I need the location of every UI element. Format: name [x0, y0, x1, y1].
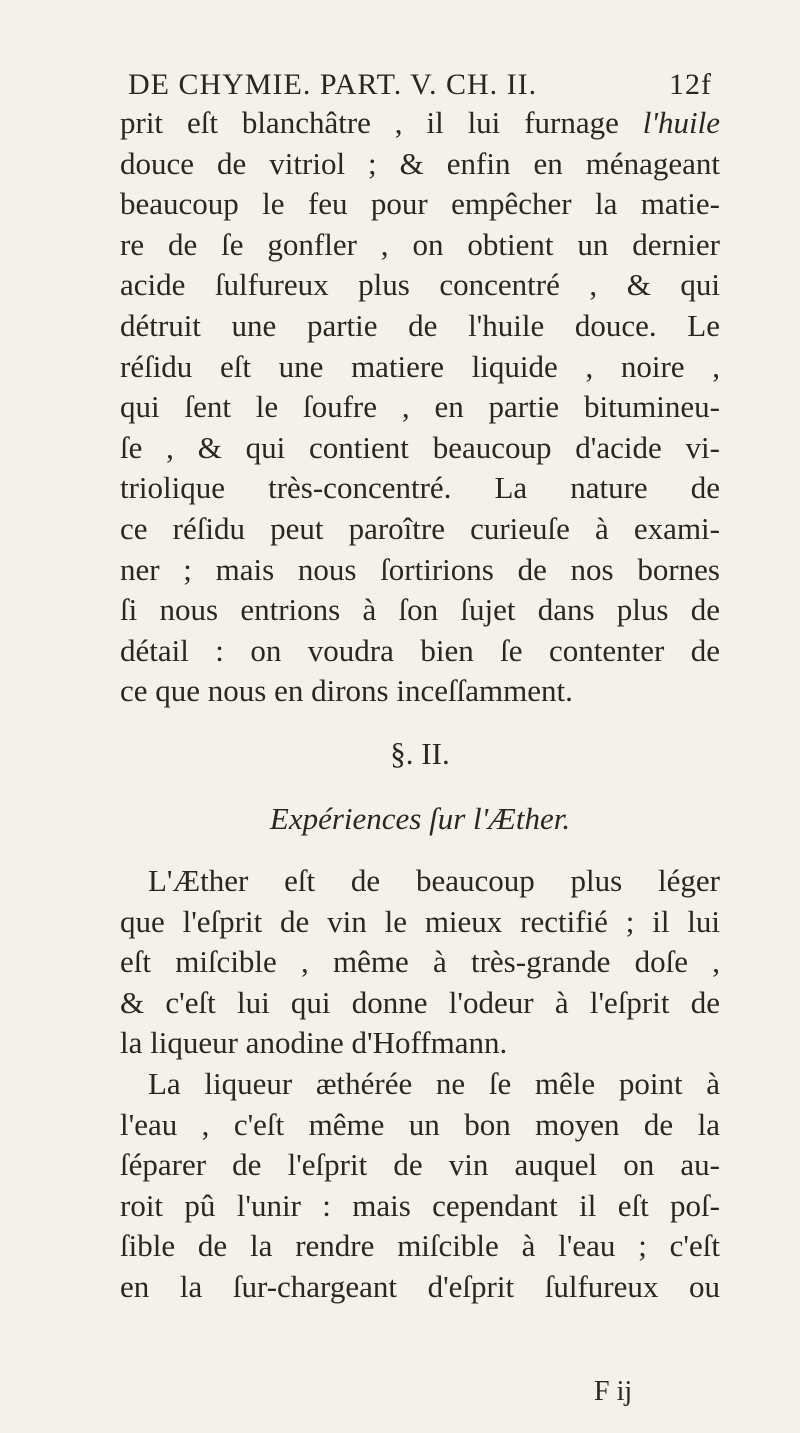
text-line: ce que nous en dirons inceſſamment.: [120, 673, 573, 709]
text-line: ſéparer de l'eſprit de vin auquel on au-: [120, 1147, 720, 1183]
section-title: Expériences ſur l'Æther.: [269, 800, 571, 836]
body-text: [120, 103, 720, 1308]
text-line: détruit une partie de l'huile douce. Le: [120, 307, 720, 343]
text-line: L'Æther eſt de beaucoup plus léger: [148, 863, 720, 899]
running-title: DE CHYMIE. PART. V. CH. II.: [128, 68, 538, 101]
text-line: ce réſidu peut paroître curieuſe à exami-: [120, 510, 720, 546]
text-line: roit pû l'unir : mais cependant il eſt poſ-: [120, 1187, 720, 1223]
text-line: & c'eſt lui qui donne l'odeur à l'eſprit de: [120, 984, 720, 1020]
text-line: re de ſe gonfler , on obtient un dernier: [120, 226, 720, 262]
text-line: ner ; mais nous ſortirions de nos bornes: [120, 551, 720, 587]
text-line: réſidu eſt une matiere liquide , noire ,: [120, 348, 720, 384]
text-line: acide ſulfureux plus concentré , & qui: [120, 267, 720, 303]
text-line: que l'eſprit de vin le mieux rectifié ; il lui: [120, 903, 720, 939]
running-header: [128, 68, 712, 102]
text-line: l'eau , c'eſt même un bon moyen de la: [120, 1106, 720, 1142]
text-line: douce de vitriol ; & enfin en ménageant: [120, 145, 720, 181]
text-line: ſe , & qui contient beaucoup d'acide vi-: [120, 429, 720, 465]
text-line: détail : on voudra bien ſe contenter de: [120, 632, 720, 668]
text-line: triolique très-concentré. La nature de: [120, 470, 720, 506]
text-line: ſible de la rendre miſcible à l'eau ; c'eſt: [120, 1228, 720, 1264]
text-line: eſt miſcible , même à très-grande doſe ,: [120, 944, 720, 980]
page-number: 12f: [669, 68, 712, 101]
text-line: prit eſt blanchâtre , il lui furnage l'huile: [120, 105, 720, 140]
section-number: §. II.: [390, 735, 450, 771]
text-line: ſi nous entrions à ſon ſujet dans plus de: [120, 592, 720, 628]
text-line: La liqueur æthérée ne ſe mêle point à: [148, 1066, 720, 1102]
text-line: en la ſur-chargeant d'eſprit ſulfureux ou: [120, 1269, 720, 1305]
signature-mark: F ij: [594, 1376, 633, 1407]
text-line: la liqueur anodine d'Hoffmann.: [120, 1025, 508, 1061]
text-line: beaucoup le feu pour empêcher la matie-: [120, 186, 720, 222]
text-line: qui ſent le ſoufre , en partie bitumineu-: [120, 389, 720, 425]
